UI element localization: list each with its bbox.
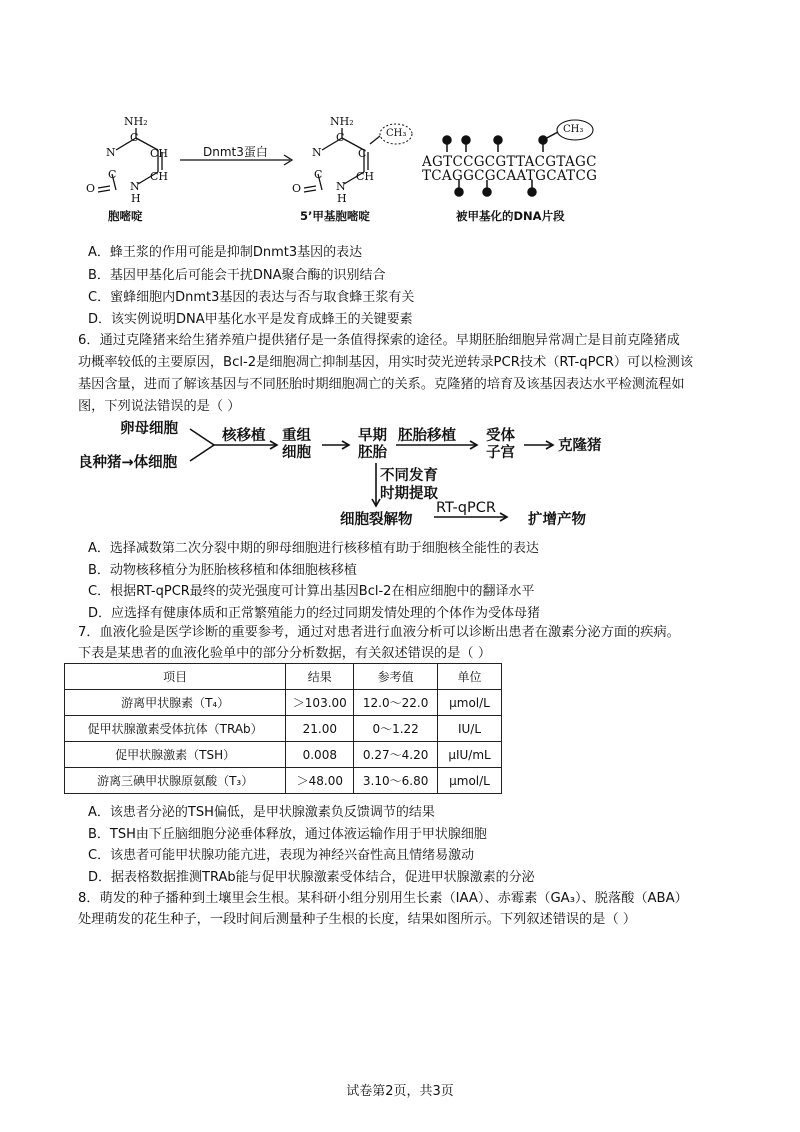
q6-stem-line: 6．通过克隆猪来给生猪养殖户提供猪仔是一条值得探索的途径。早期胚胎细胞异常凋亡是目前克隆猪成 bbox=[78, 333, 680, 348]
extract-label: 不同发育 bbox=[380, 468, 438, 484]
atom-label: H bbox=[337, 192, 347, 205]
nh2-label: NH₂ bbox=[330, 115, 354, 128]
table-cell: IU/L bbox=[438, 716, 502, 742]
recipient-label: 受体 bbox=[486, 428, 515, 444]
atom-label: C bbox=[358, 147, 367, 160]
donor-cell-label: 良种猪→体细胞 bbox=[78, 455, 178, 471]
table-row bbox=[65, 742, 502, 768]
atom-label: CH bbox=[150, 147, 169, 160]
egg-cell-label: 卵母细胞 bbox=[120, 421, 178, 437]
q5-option-a: A．蜂王浆的作用可能是抑制Dnmt3基因的表达 bbox=[88, 245, 363, 260]
table-cell: ＞103.00 bbox=[286, 690, 354, 716]
table-cell: 游离甲状腺素（T₄） bbox=[65, 690, 286, 716]
ch3-label: CH₃ bbox=[386, 128, 407, 139]
q7-option-b: B．TSH由下丘脑细胞分泌垂体释放，通过体液运输作用于甲状腺细胞 bbox=[88, 827, 487, 842]
early-embryo-label: 早期 bbox=[358, 428, 387, 444]
q6-stem-line: 图，下列说法错误的是（ ） bbox=[78, 399, 241, 414]
table-header: 项目 bbox=[65, 664, 286, 690]
table-row bbox=[65, 690, 502, 716]
cytosine-label: 胞嘧啶 bbox=[108, 209, 143, 223]
methylcytosine-label: 5’甲基胞嘧啶 bbox=[300, 209, 370, 223]
table-cell: 3.10～6.80 bbox=[354, 768, 438, 794]
recombinant-label: 细胞 bbox=[282, 445, 311, 461]
cell-lysate-label: 细胞裂解物 bbox=[340, 512, 413, 528]
nh2-label: NH₂ bbox=[124, 115, 148, 128]
nuclear-transfer-label: 核移植 bbox=[222, 428, 266, 444]
atom-label: N bbox=[130, 180, 140, 193]
q6-option-b: B．动物核移植分为胚胎核移植和体细胞核移植 bbox=[88, 563, 357, 578]
q8-stem-line: 8．萌发的种子播种到土壤里会生根。某科研小组分别用生长素（IAA）、赤霉素（GA₃）、脱落酸（ABA） bbox=[78, 891, 688, 906]
table-row bbox=[65, 768, 502, 794]
table-cell: μmol/L bbox=[438, 690, 502, 716]
table-row bbox=[65, 716, 502, 742]
atom-label: C bbox=[336, 131, 345, 144]
q5-option-b: B．基因甲基化后可能会干扰DNA聚合酶的识别结合 bbox=[88, 268, 386, 283]
atom-label: N bbox=[336, 180, 346, 193]
table-cell: 21.00 bbox=[286, 716, 354, 742]
q7-option-a: A．该患者分泌的TSH偏低，是甲状腺激素负反馈调节的结果 bbox=[88, 805, 435, 820]
table-cell: 0.27～4.20 bbox=[354, 742, 438, 768]
table-cell: 促甲状腺激素（TSH） bbox=[65, 742, 286, 768]
q7-option-c: C．该患者可能甲状腺功能亢进，表现为神经兴奋性高且情绪易激动 bbox=[88, 848, 475, 863]
q5-option-c: C．蜜蜂细胞内Dnmt3基因的表达与否与取食蜂王浆有关 bbox=[88, 290, 415, 305]
table-cell: 0～1.22 bbox=[354, 716, 438, 742]
q6-option-c: C．根据RT-qPCR最终的荧光强度可计算出基因Bcl-2在相应细胞中的翻译水平 bbox=[88, 584, 535, 599]
embryo-transfer-label: 胚胎移植 bbox=[398, 428, 456, 444]
ch3-label: CH₃ bbox=[563, 124, 584, 135]
blood-test-table bbox=[64, 663, 502, 794]
table-cell: ＞48.00 bbox=[286, 768, 354, 794]
table-header: 参考值 bbox=[354, 664, 438, 690]
table-header: 单位 bbox=[438, 664, 502, 690]
table-cell: 促甲状腺激素受体抗体（TRAb） bbox=[65, 716, 286, 742]
q5-option-d: D．该实例说明DNA甲基化水平是发育成蜂王的关键要素 bbox=[88, 312, 413, 327]
table-cell: 12.0～22.0 bbox=[354, 690, 438, 716]
table-cell: μmol/L bbox=[438, 768, 502, 794]
atom-label: C bbox=[130, 131, 139, 144]
atom-label: N bbox=[312, 146, 322, 159]
q7-option-d: D．据表格数据推测TRAb能与促甲状腺激素受体结合，促进甲状腺激素的分泌 bbox=[88, 870, 535, 885]
atom-label: O bbox=[292, 182, 302, 195]
q6-option-d: D．应选择有健康体质和正常繁殖能力的经过同期发情处理的个体作为受体母猪 bbox=[88, 606, 541, 621]
atom-label: H bbox=[131, 192, 141, 205]
table-cell: 游离三碘甲状腺原氨酸（T₃） bbox=[65, 768, 286, 794]
table-cell: μIU/mL bbox=[438, 742, 502, 768]
q6-option-a: A．选择减数第二次分裂中期的卵母细胞进行核移植有助于细胞核全能性的表达 bbox=[88, 541, 539, 556]
atom-label: CH bbox=[150, 170, 169, 183]
q7-stem-line: 7．血液化验是医学诊断的重要参考，通过对患者进行血液分析可以诊断出患者在激素分泌方面的疾病。 bbox=[78, 625, 680, 640]
table-cell: 0.008 bbox=[286, 742, 354, 768]
methylated-dna-label: 被甲基化的DNA片段 bbox=[456, 209, 565, 223]
recipient-label: 子宫 bbox=[486, 445, 515, 461]
dna-top-strand: AGTCCGCGTTACGTAGC bbox=[422, 154, 597, 170]
dna-bottom-strand: TCAGGCGCAATGCATCG bbox=[422, 168, 598, 184]
atom-label: C bbox=[108, 168, 117, 181]
rt-qpcr-label: RT-qPCR bbox=[436, 500, 496, 516]
atom-label: N bbox=[106, 146, 116, 159]
early-embryo-label: 胚胎 bbox=[358, 445, 387, 461]
atom-label: CH bbox=[356, 170, 375, 183]
table-header-row bbox=[65, 664, 502, 690]
extract-label: 时期提取 bbox=[380, 486, 438, 502]
dnmt3-arrow-label: Dnmt3蛋白 bbox=[203, 145, 268, 159]
q6-stem-line: 基因含量，进而了解该基因与不同胚胎时期细胞凋亡的关系。克隆猪的培育及该基因表达水平检测流程如 bbox=[78, 377, 685, 392]
recombinant-label: 重组 bbox=[282, 428, 311, 444]
table-header: 结果 bbox=[286, 664, 354, 690]
page-footer: 试卷第2页，共3页 bbox=[346, 1084, 454, 1099]
cloned-pig-label: 克隆猪 bbox=[558, 438, 602, 454]
atom-label: O bbox=[86, 182, 96, 195]
amplified-product-label: 扩增产物 bbox=[528, 512, 586, 528]
q8-stem-line: 处理萌发的花生种子，一段时间后测量种子生根的长度，结果如图所示。下列叙述错误的是（ ） bbox=[78, 912, 637, 927]
q7-stem-line: 下表是某患者的血液化验单中的部分分析数据，有关叙述错误的是（ ） bbox=[78, 646, 492, 661]
structure-lines bbox=[80, 100, 700, 240]
q6-stem-line: 功概率较低的主要原因，Bcl-2是细胞凋亡抑制基因，用实时荧光逆转录PCR技术（RT-qPCR）可以检测该 bbox=[78, 355, 694, 370]
atom-label: C bbox=[314, 168, 323, 181]
